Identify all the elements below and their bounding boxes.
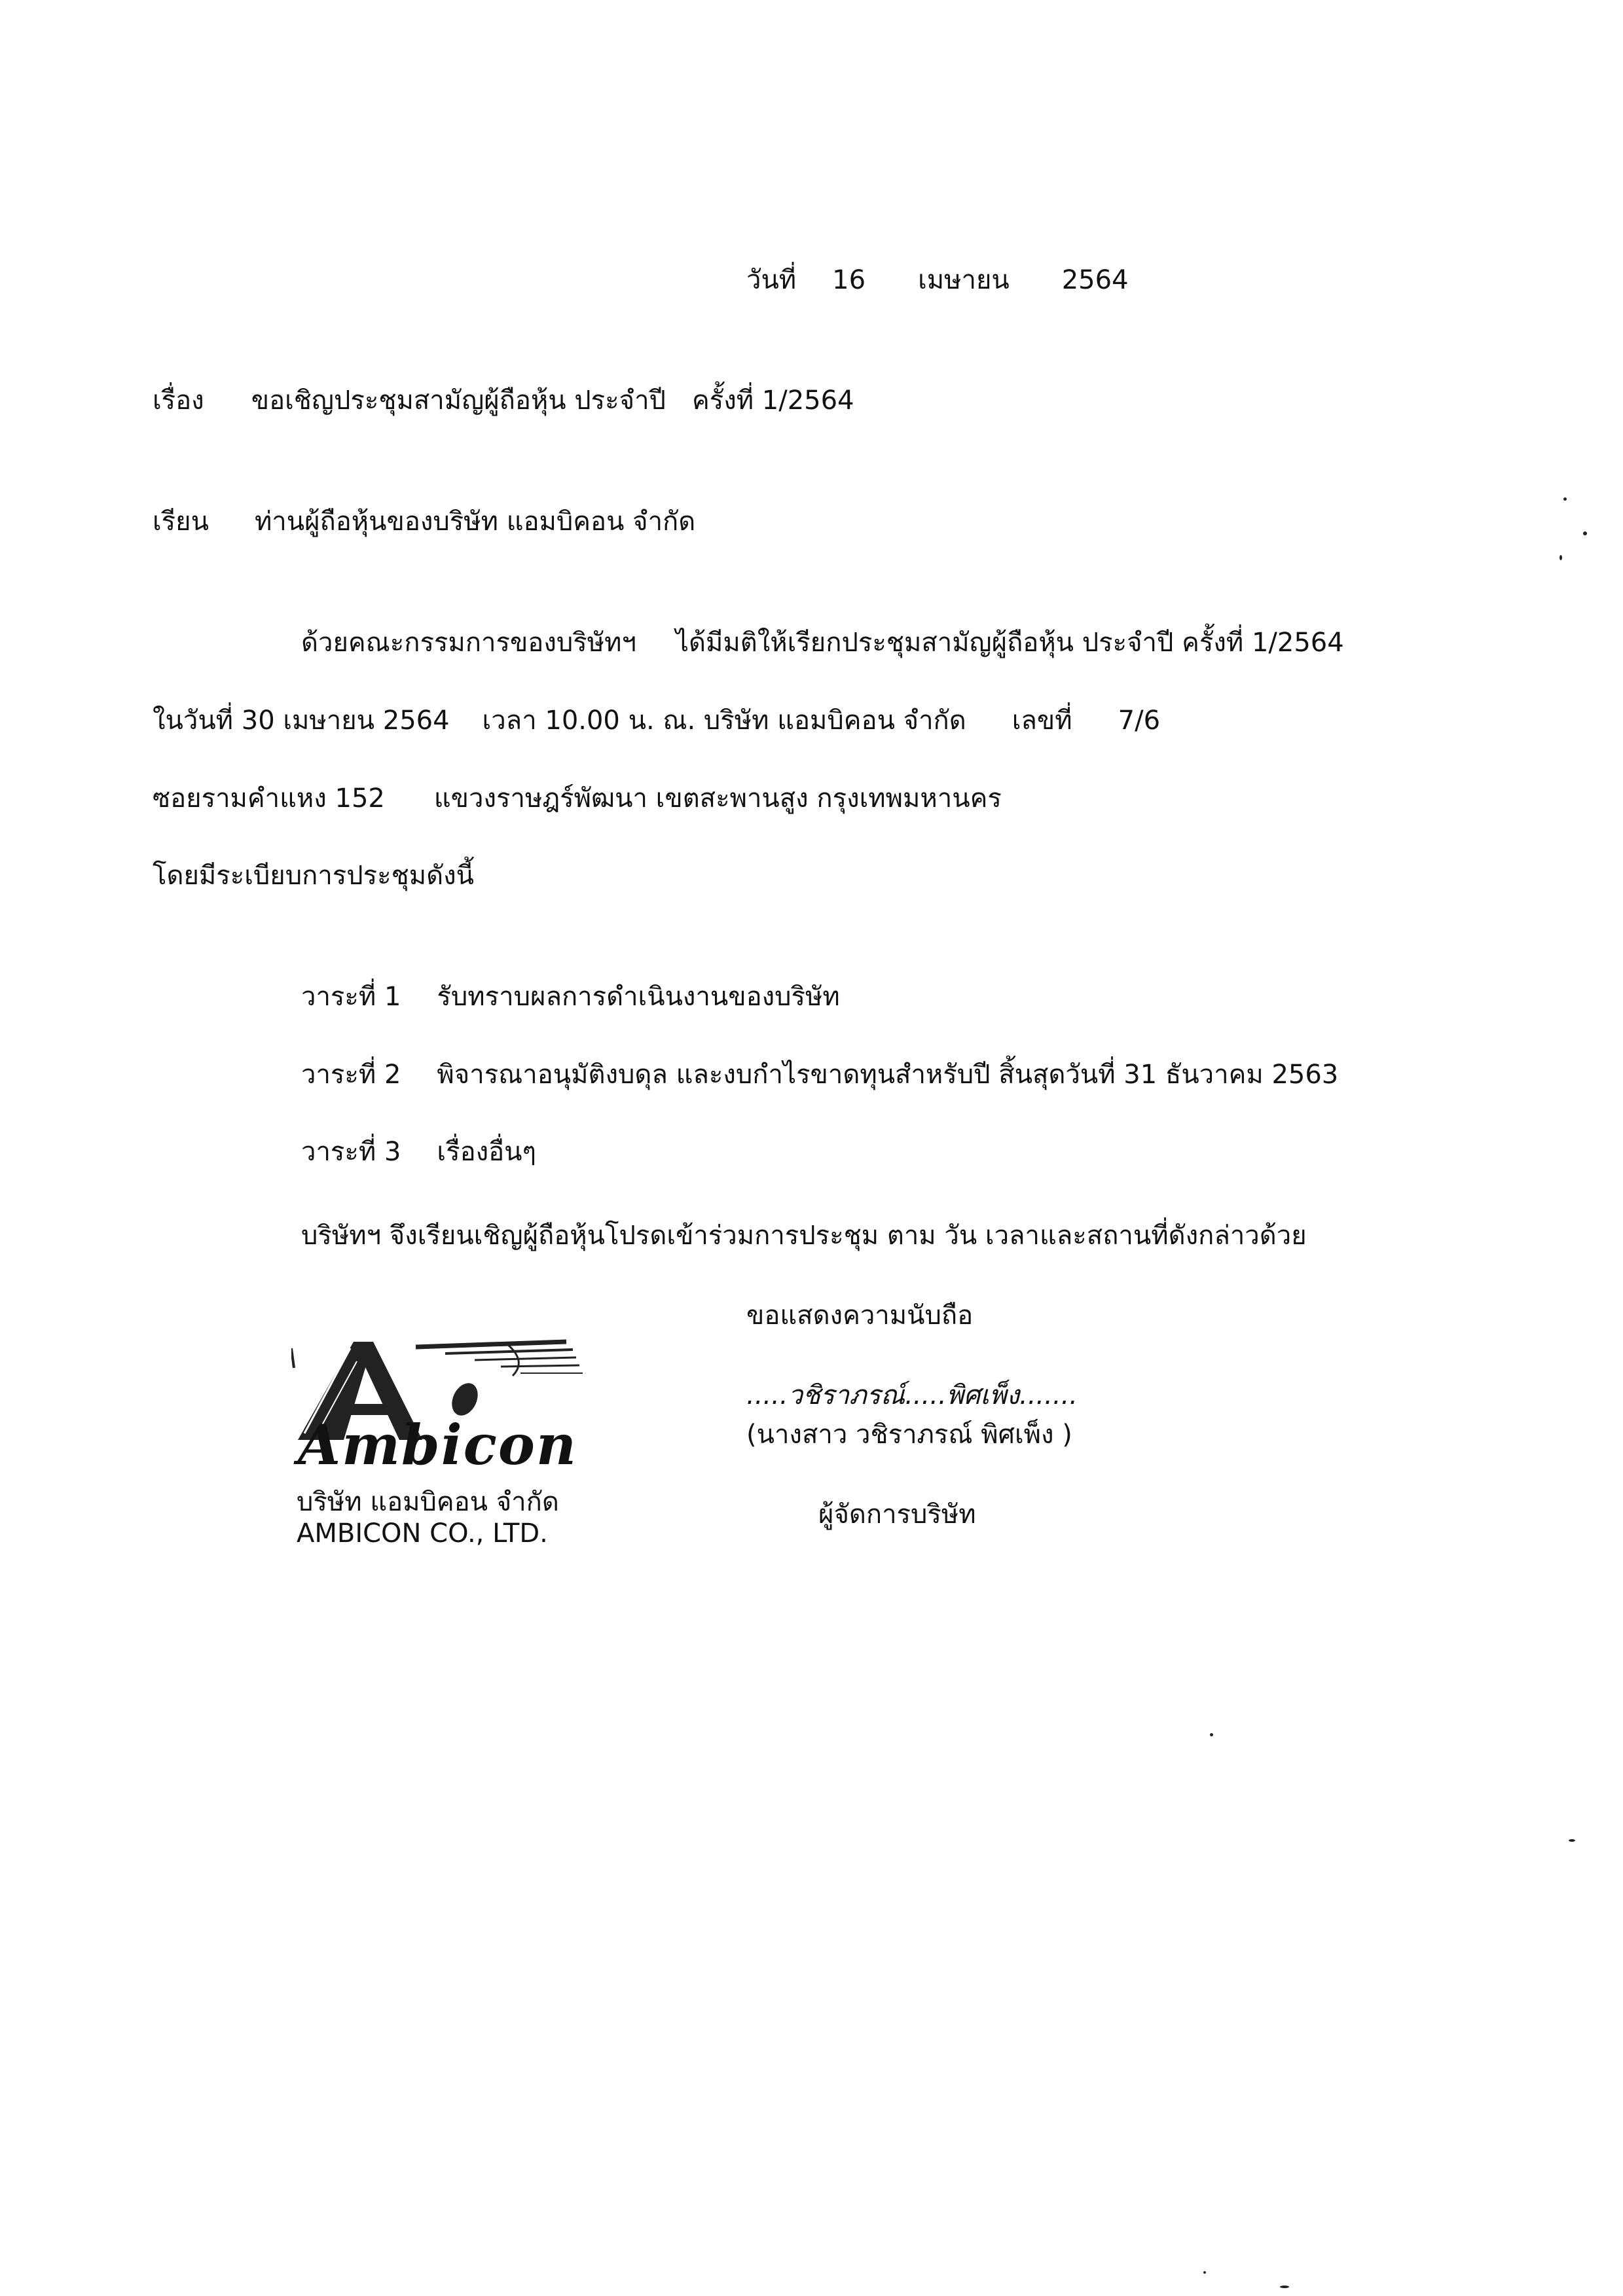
agenda-label: วาระที่ 1 [301,982,401,1012]
scan-speck [1563,497,1567,501]
signatory-position: ผู้จัดการบริษัท [818,1499,976,1530]
subject-line [153,387,854,414]
body-text: ด้วยคณะกรรมการของบริษัทฯ [301,628,636,658]
scan-speck [1559,555,1562,560]
subject-round: ครั้งที่ 1/2564 [691,386,854,416]
date-line [746,267,1129,293]
agenda-item [301,1062,1338,1088]
body-text: โดยมีระเบียบการประชุมดังนี้ [153,861,475,891]
company-logo [291,1335,606,1549]
date-year: 2564 [1061,265,1129,295]
scan-speck [1210,1733,1213,1736]
subject-label: เรื่อง [153,386,204,416]
closing-line [301,1223,1307,1249]
body-text: ซอยรามคำแหง 152 [153,783,385,814]
body-text: ได้มีมติให้เรียกประชุมสามัญผู้ถือหุ้น ประจำปี ครั้งที่ 1/2564 [675,628,1344,658]
date-month: เมษายน [918,265,1010,295]
signature-handwritten: .....วชิราภรณ์.....พิศเพ็ง....... [746,1380,1078,1410]
agenda-text: รับทราบผลการดำเนินงานของบริษัท [437,982,840,1012]
regards-line: ขอแสดงความนับถือ [746,1300,974,1331]
agenda-text: เรื่องอื่นๆ [437,1137,536,1167]
body-line-3 [153,785,1002,812]
date-day: 16 [832,265,866,295]
body-line-4 [153,863,474,889]
agenda-item [301,1139,536,1165]
company-name-english: AMBICON CO., LTD. [297,1518,548,1549]
recipient-line [153,509,695,535]
scan-speck [1569,1839,1575,1842]
recipient-text: ท่านผู้ถือหุ้นของบริษัท แอมบิคอน จำกัด [254,507,696,537]
body-text: เลขที่ [1012,706,1072,736]
body-text: 7/6 [1118,706,1161,736]
company-name-thai: บริษัท แอมบิคอน จำกัด [297,1487,559,1517]
body-text: เวลา 10.00 น. ณ. บริษัท แอมบิคอน จำกัด [482,706,966,736]
date-label: วันที่ [746,265,797,295]
body-text: ในวันที่ 30 เมษายน 2564 [153,706,450,736]
subject-text: ขอเชิญประชุมสามัญผู้ถือหุ้น ประจำปี [251,386,666,416]
scan-speck [1203,2271,1206,2274]
body-line-2 [153,708,1160,734]
body-line-1 [301,630,1344,656]
logo-wordmark: Ambicon [298,1412,577,1477]
agenda-label: วาระที่ 2 [301,1060,401,1090]
scan-speck [1583,531,1587,535]
signatory-name: (นางสาว วชิราภรณ์ พิศเพ็ง ) [746,1420,1072,1450]
recipient-label: เรียน [153,507,209,537]
agenda-text: พิจารณาอนุมัติงบดุล และงบกำไรขาดทุนสำหรับปี สิ้นสุดวันที่ 31 ธันวาคม 2563 [437,1060,1339,1090]
body-text: แขวงราษฎร์พัฒนา เขตสะพานสูง กรุงเทพมหานคร [433,783,1002,814]
agenda-label: วาระที่ 3 [301,1137,401,1167]
agenda-item [301,984,840,1010]
closing-text: บริษัทฯ จึงเรียนเชิญผู้ถือหุ้นโปรดเข้าร่วมการประชุม ตาม วัน เวลาและสถานที่ดังกล่าวด้วย [301,1221,1307,1251]
scan-speck [1280,2286,1289,2288]
